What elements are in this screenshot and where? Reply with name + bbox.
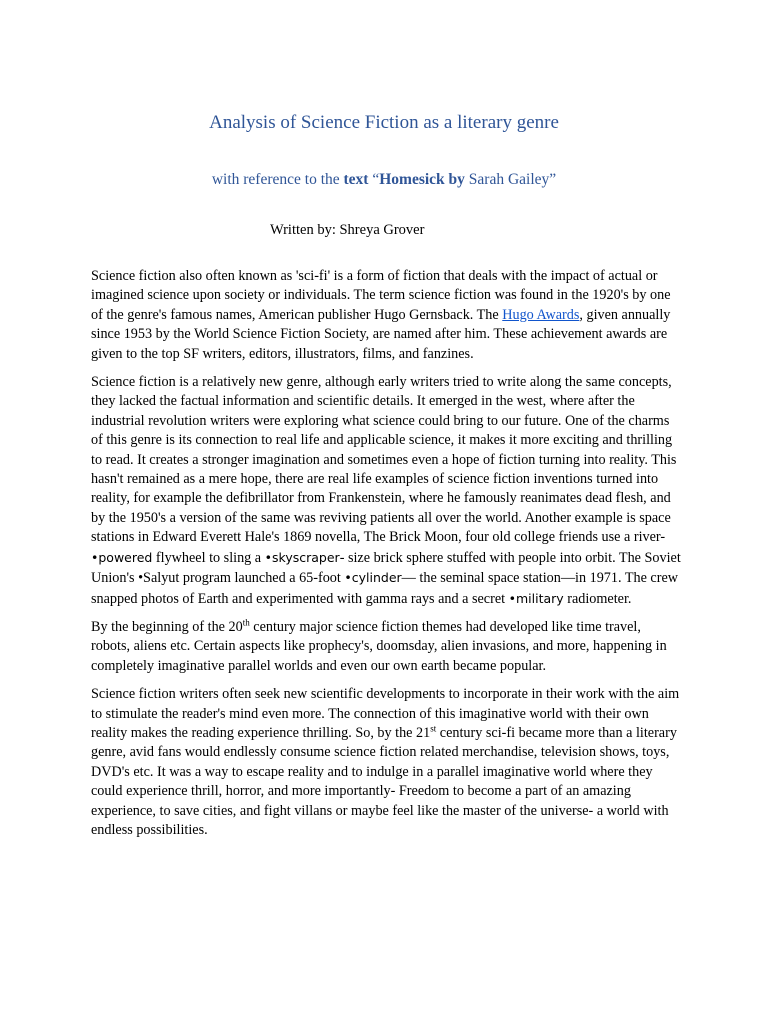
subtitle-bold-title: Homesick by	[379, 171, 465, 188]
paragraph-2-text-b: flywheel to sling a	[152, 549, 265, 566]
term-military: •military	[508, 590, 564, 606]
paragraph-2-text-d: — the seminal space station—in 1971. The crew snapped photos of Earth and experimented with gamma rays and a secret	[91, 570, 678, 607]
paragraph-4	[91, 685, 683, 840]
author-line: Written by: Shreya Grover	[270, 222, 425, 238]
paragraph-4-text-b: century sci-fi became more than a literary genre, avid fans would endlessly consume science fiction related merchandise, television shows, toys, DVD's etc. It was a way to escape reality and to indulge in a parallel imaginative world where they could experience thrill, horror, and more importantly- Freedom to become a part of an amazing experience, to save cities, and fight villans or maybe feel like the master of the universe- a world with endless possibilities.	[91, 724, 677, 838]
hugo-awards-link[interactable]: Hugo Awards	[502, 306, 580, 323]
paragraph-2	[91, 373, 683, 609]
paragraph-1-text-b: , given annually since 1953 by the World Science Fiction Society, are named after him. These achievement awards are given to the top SF writers, editors, illustrators, films, and fanzines.	[91, 306, 671, 362]
paragraph-3-superscript: th	[242, 617, 250, 628]
paragraph-1-text-a: Science fiction also often known as 'sci-fi' is a form of fiction that deals with the impact of actual or imagined science upon society or individuals. The term science fiction was found in the 1920's by one of the genre's famous names, American publisher Hugo Gernsback. The	[91, 268, 671, 323]
subtitle-mid: “	[368, 171, 380, 188]
paragraph-4-superscript: st	[430, 723, 437, 734]
term-cylinder: •cylinder	[344, 570, 402, 586]
paragraph-2-text-c: - size brick sphere stuffed with people into orbit. The Soviet Union's •Salyut program launched a 65-foot	[91, 549, 681, 587]
term-powered: •powered	[91, 549, 153, 565]
paragraph-3-text-b: century major science fiction themes had developed like time travel, robots, aliens etc. Certain aspects like prophecy's, doomsday, alien invasions, and more, happening in completely imaginative parallel worlds and even our own earth became popular.	[91, 618, 667, 674]
paragraph-4-text-a: Science fiction writers often seek new scientific developments to incorporate in their work with the aim to stimulate the reader's mind even more. The connection of this imaginative world with their own reality makes the reading experience thrilling. So, by the 21	[91, 686, 680, 741]
subtitle-bold-text: text	[343, 171, 369, 188]
paragraph-3-text-a: By the beginning of the 20	[91, 618, 243, 635]
paragraph-2-text-e: radiometer.	[563, 590, 632, 607]
paragraph-3	[91, 618, 683, 676]
subtitle-post: Sarah Gailey”	[464, 171, 557, 188]
document-body	[91, 267, 683, 849]
term-skyscraper: •skyscraper	[264, 549, 340, 565]
document-title: Analysis of Science Fiction as a literary genre	[209, 112, 559, 133]
paragraph-1	[91, 267, 683, 364]
document-subtitle	[0, 171, 768, 189]
subtitle-pre: with reference to the	[211, 171, 344, 188]
paragraph-2-text-a: Science fiction is a relatively new genre, although early writers tried to write along the same concepts, they lacked the factual information and scientific details. It emerged in the west, where after the industrial revolution writers were exploring what science could bring to our future. One of the charms of this genre is its connection to real life and applicable science, it makes it more exciting and thrilling to read. It creates a stronger imagination and sometimes even a hope of fiction turning into reality. This hasn't remained as a mere hope, there are real life examples of science fiction inventions turned into reality, for example the defibrillator from Frankenstein, where he famously reanimates dead flesh, and by the 1950's a version of the same was reviving patients all over the world. Another example is space stations in Edward Everett Hale's 1869 novella, The Brick Moon, four old college friends use a river-	[91, 374, 677, 546]
